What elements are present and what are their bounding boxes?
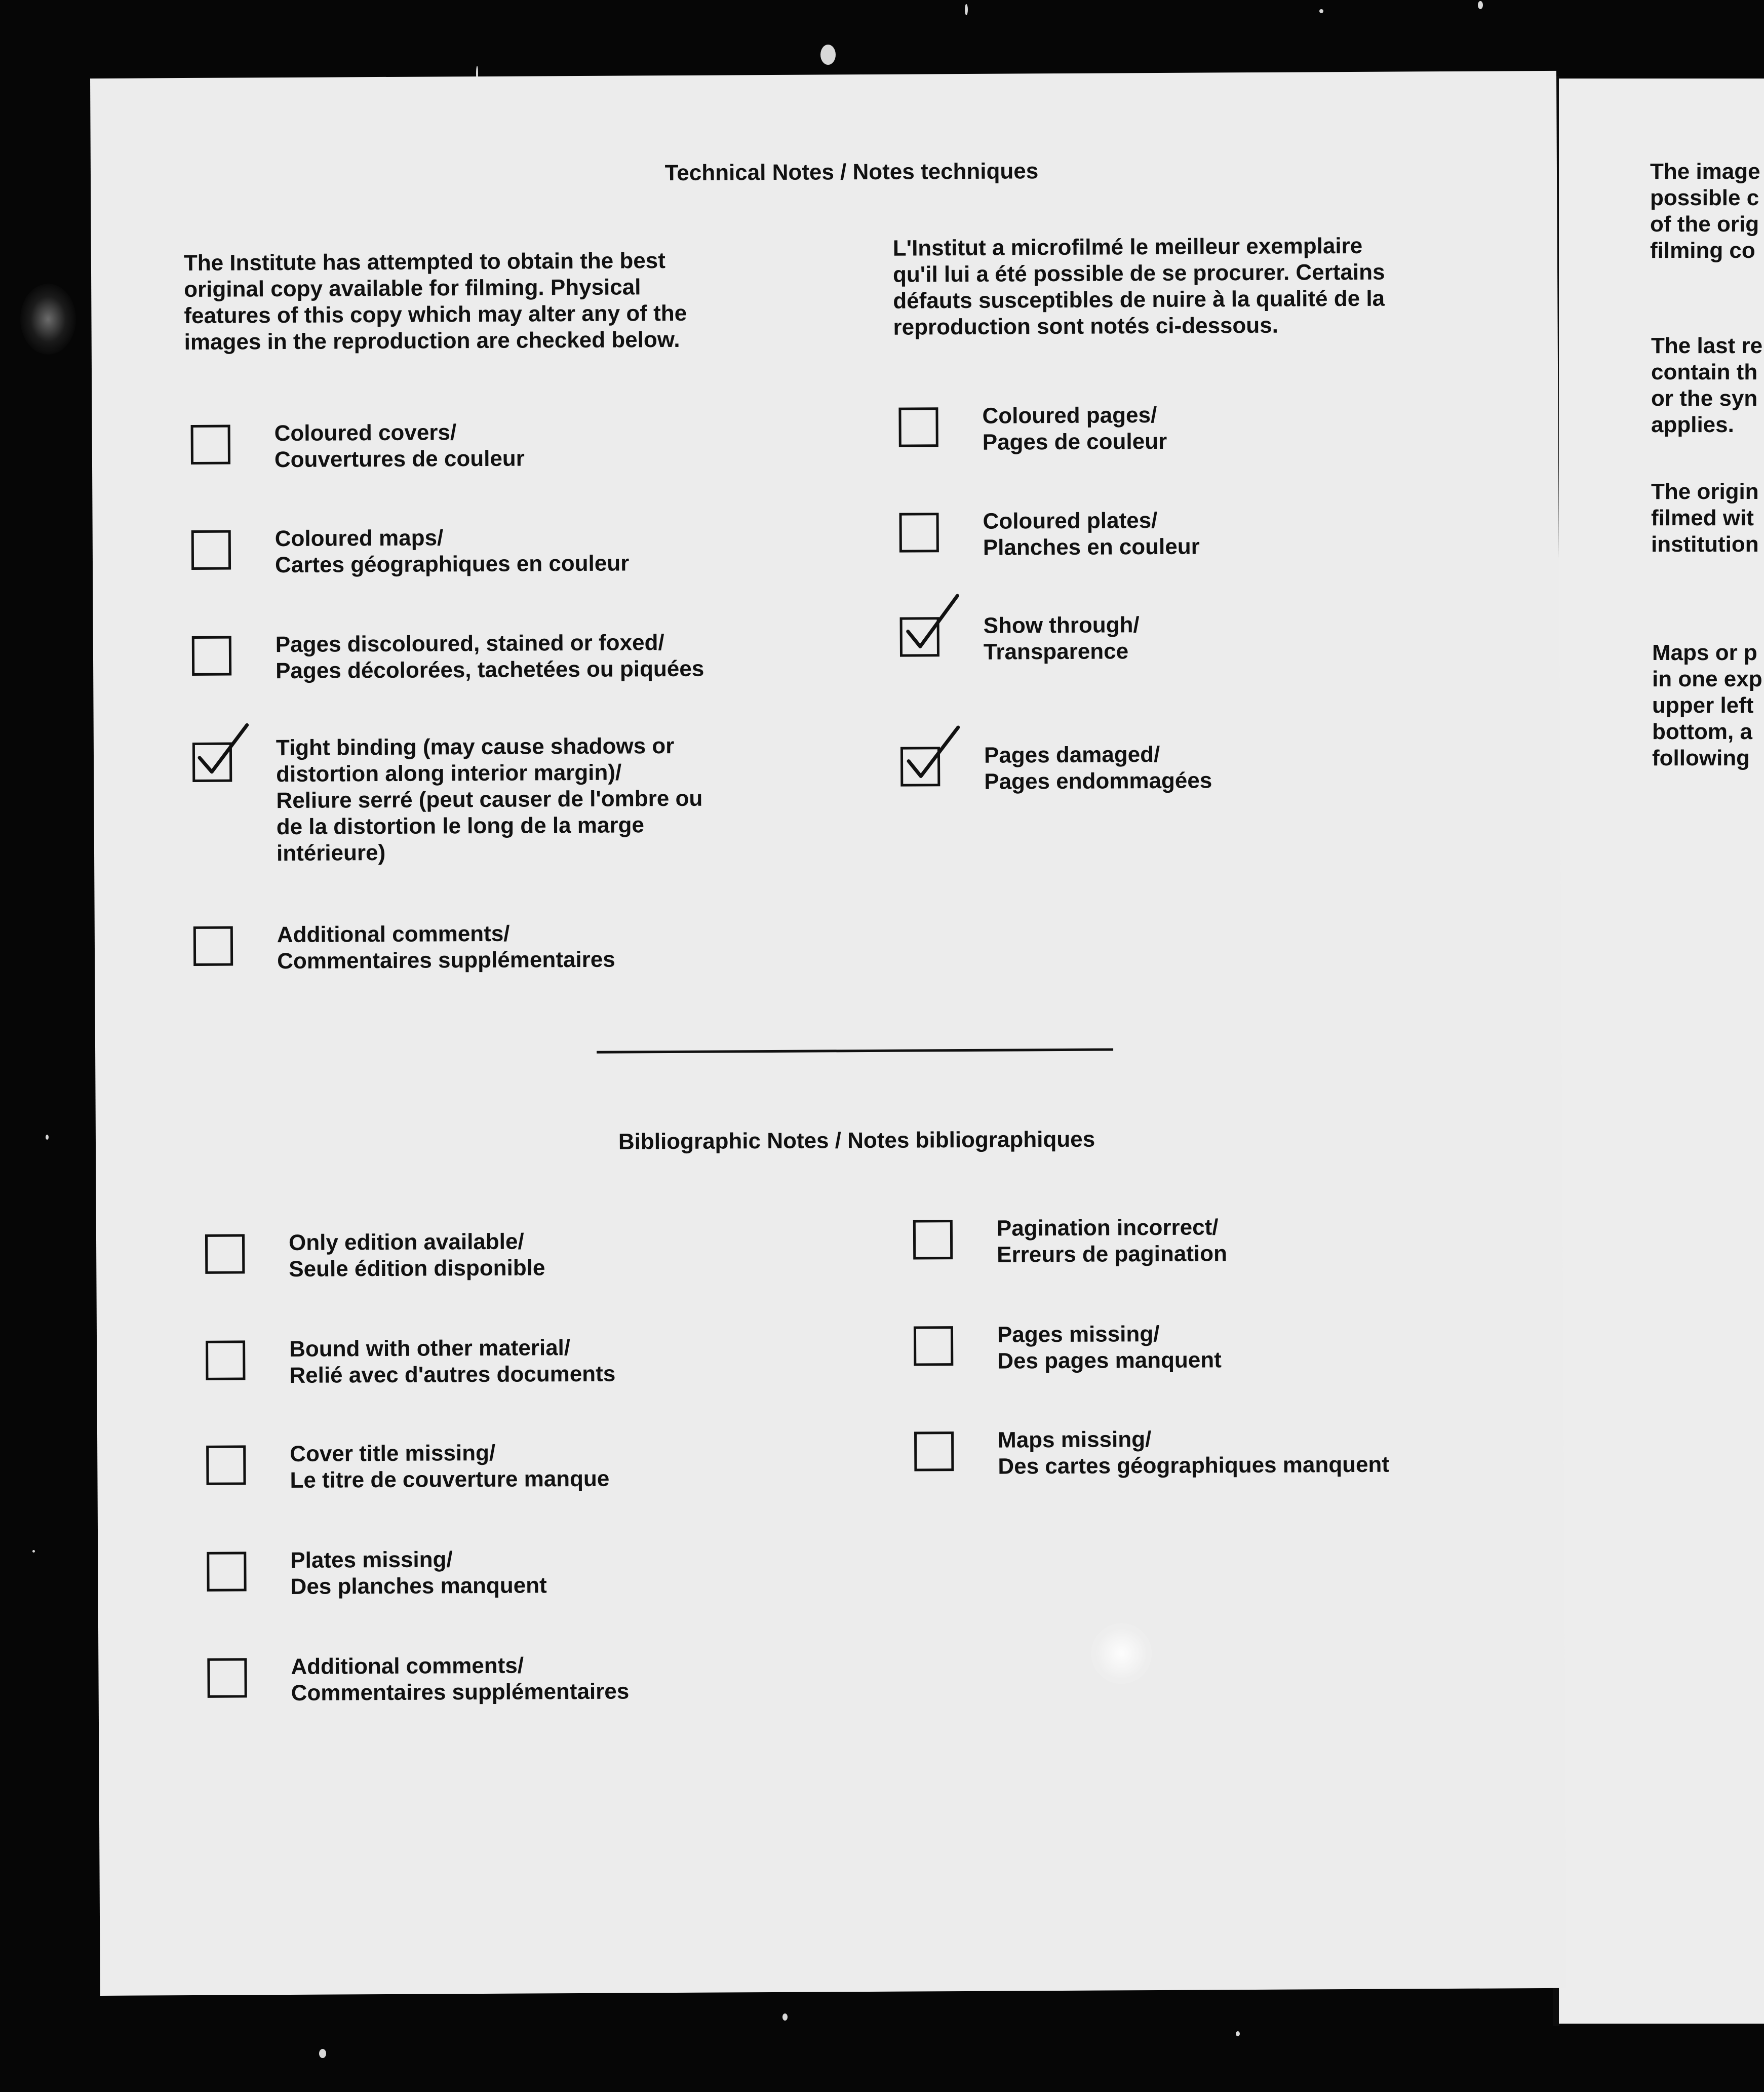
checkbox[interactable]: [205, 1234, 245, 1273]
film-speck: [319, 2049, 326, 2058]
text-line: features of this copy which may alter any of the: [184, 300, 687, 329]
item-label: [998, 1425, 1389, 1480]
checkbox[interactable]: [898, 407, 938, 447]
label-line: Couvertures de couleur: [274, 446, 525, 473]
checkbox[interactable]: [191, 530, 231, 570]
checkbox[interactable]: [192, 636, 231, 676]
text-line: or the syn: [1651, 386, 1758, 411]
item-label: [982, 402, 1167, 456]
film-speck: [1478, 1, 1483, 9]
checkbox[interactable]: [914, 1431, 954, 1471]
label-line: Coloured covers/: [274, 420, 457, 446]
item-label: [276, 630, 704, 684]
item-label: [997, 1321, 1222, 1374]
label-line: Plates missing/: [290, 1547, 453, 1573]
text-line: upper left: [1652, 693, 1754, 718]
label-line: Seule édition disponible: [289, 1255, 545, 1282]
text-line: The last re: [1651, 333, 1763, 358]
label-line: intérieure): [276, 840, 386, 866]
checkbox[interactable]: [206, 1340, 245, 1380]
item-label: [290, 1546, 547, 1600]
item-label: [275, 524, 630, 578]
item-label: [290, 1440, 609, 1494]
checkmark-icon: [190, 721, 257, 787]
film-glare: [20, 284, 76, 355]
text-line: possible c: [1650, 185, 1759, 210]
label-line: Coloured pages/: [982, 402, 1157, 429]
label-line: Additional comments/: [277, 921, 510, 948]
checkmark-icon: [897, 596, 964, 662]
checkmark-icon: [898, 725, 965, 792]
text-line: The image: [1650, 159, 1760, 184]
label-line: Coloured maps/: [275, 525, 444, 552]
label-line: Only edition available/: [288, 1229, 524, 1255]
label-line: Planches en couleur: [983, 534, 1200, 560]
film-speck: [820, 45, 836, 65]
label-line: Reliure serré (peut causer de l'ombre ou: [276, 786, 703, 813]
checkbox[interactable]: [899, 513, 939, 552]
intro-english: [184, 248, 687, 356]
film-speck: [1319, 9, 1323, 13]
label-line: Pages décolorées, tachetées ou piquées: [276, 656, 704, 684]
label-line: Pagination incorrect/: [996, 1215, 1219, 1241]
label-line: Le titre de couverture manque: [290, 1466, 610, 1493]
text-line: of the orig: [1650, 212, 1759, 237]
item-label: [997, 1214, 1227, 1268]
text-line: Maps or p: [1652, 640, 1757, 665]
item-label: [289, 1335, 615, 1389]
label-line: Cover title missing/: [290, 1440, 496, 1466]
bibliographic-notes-heading: Bibliographic Notes / Notes bibliographiques: [618, 1127, 1095, 1154]
label-line: Cartes géographiques en couleur: [275, 551, 630, 578]
label-line: Coloured plates/: [983, 508, 1158, 534]
film-speck: [782, 2013, 788, 2021]
checkbox[interactable]: [913, 1220, 953, 1259]
technical-notes-heading: Technical Notes / Notes techniques: [664, 159, 1039, 186]
item-label: [289, 1228, 545, 1283]
text-line: original copy available for filming. Physical: [184, 275, 641, 302]
text-line: The Institute has attempted to obtain the best: [183, 248, 665, 276]
item-label: [984, 612, 1140, 666]
item-label: [275, 419, 525, 474]
checkbox[interactable]: [207, 1658, 247, 1697]
label-line: Transparence: [983, 639, 1129, 665]
item-label: [984, 741, 1212, 795]
film-speck: [965, 4, 968, 15]
next-page-paragraph: [1651, 333, 1762, 438]
label-line: Bound with other material/: [289, 1335, 571, 1362]
item-label: [291, 1652, 629, 1706]
item-label: [277, 920, 615, 975]
film-speck: [46, 1135, 49, 1140]
checkbox[interactable]: [193, 926, 233, 966]
label-line: Pages discoloured, stained or foxed/: [275, 630, 664, 657]
label-line: Maps missing/: [997, 1427, 1152, 1453]
text-line: The origin: [1651, 479, 1759, 504]
text-line: reproduction sont notés ci-dessous.: [893, 313, 1279, 340]
checkbox[interactable]: [191, 425, 230, 464]
text-line: bottom, a: [1652, 719, 1752, 744]
text-line: filmed wit: [1651, 506, 1754, 530]
text-line: contain th: [1651, 360, 1758, 384]
text-line: défauts susceptibles de nuire à la qualité de la: [893, 286, 1385, 314]
text-line: in one exp: [1652, 667, 1762, 691]
label-line: de la distortion le long de la marge: [276, 812, 645, 840]
text-line: images in the reproduction are checked below.: [184, 327, 680, 355]
text-line: applies.: [1651, 412, 1734, 437]
next-page-fragment: [1559, 79, 1764, 2024]
text-line: L'Institut a microfilmé le meilleur exemplaire: [892, 233, 1363, 261]
checkbox[interactable]: [914, 1326, 953, 1366]
label-line: Erreurs de pagination: [997, 1241, 1228, 1267]
checkbox[interactable]: [207, 1552, 246, 1591]
label-line: Des cartes géographiques manquent: [998, 1452, 1390, 1479]
intro-french: [893, 233, 1386, 341]
film-speck: [1236, 2031, 1240, 2036]
text-line: institution: [1651, 532, 1759, 557]
item-label: [276, 733, 703, 867]
label-line: Pages damaged/: [984, 742, 1160, 768]
section-divider: [597, 1048, 1113, 1053]
next-page-paragraph: [1652, 640, 1762, 771]
film-speck: [32, 1550, 35, 1553]
text-line: filming co: [1650, 238, 1755, 263]
label-line: Pages missing/: [997, 1321, 1160, 1347]
label-line: Pages de couleur: [982, 429, 1167, 455]
label-line: Commentaires supplémentaires: [277, 947, 615, 974]
label-line: Show through/: [983, 612, 1140, 638]
next-page-paragraph: [1651, 479, 1759, 558]
checkbox[interactable]: [206, 1445, 246, 1485]
label-line: Tight binding (may cause shadows or: [276, 733, 675, 761]
text-line: following: [1652, 746, 1750, 770]
label-line: Commentaires supplémentaires: [291, 1679, 630, 1706]
label-line: Relié avec d'autres documents: [289, 1361, 616, 1388]
label-line: Pages endommagées: [984, 768, 1212, 794]
technical-notes-sheet: [90, 71, 1566, 1996]
label-line: Des pages manquent: [997, 1347, 1222, 1374]
label-line: Des planches manquent: [290, 1573, 547, 1599]
item-label: [983, 508, 1199, 561]
label-line: Additional comments/: [291, 1653, 524, 1679]
paper-blemish: [1091, 1623, 1152, 1684]
label-line: distortion along interior margin)/: [276, 760, 622, 787]
text-line: qu'il lui a été possible de se procurer. Certains: [892, 259, 1385, 287]
next-page-paragraph: [1650, 159, 1760, 264]
